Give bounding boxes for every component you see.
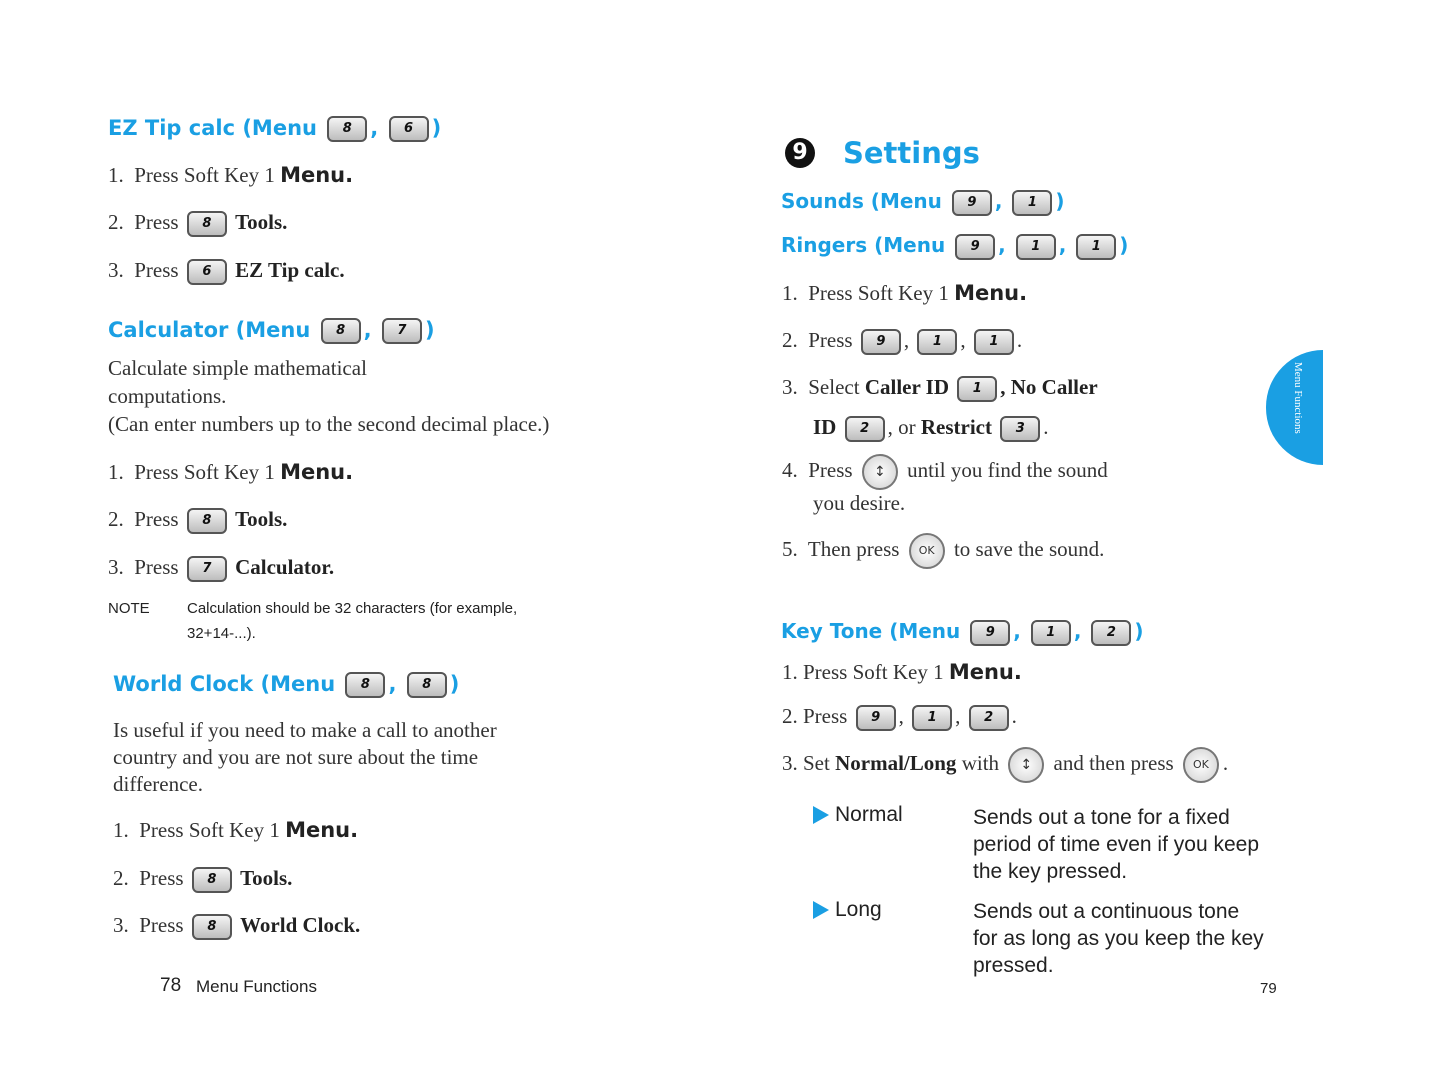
left-page-number: 78 (160, 975, 182, 996)
key-6: 6 (389, 116, 429, 142)
triangle-bullet-icon (813, 806, 829, 824)
key-6: 6 (187, 259, 227, 285)
calculator-desc-2: computations. (108, 384, 227, 408)
ok-key-icon: OK (1183, 747, 1219, 783)
key-8: 8 (192, 914, 232, 940)
nav-key-icon: ↕ (862, 454, 898, 490)
keytone-heading: Key Tone (Menu 9 , 1 , 2 ) (781, 619, 1144, 646)
ringers-step-1: 1. Press Soft Key 1 Menu. (782, 281, 1028, 305)
world-clock-step-1: 1. Press Soft Key 1 Menu. (113, 818, 359, 842)
triangle-bullet-icon (813, 901, 829, 919)
world-clock-desc-1: Is useful if you need to make a call to another (113, 718, 497, 742)
calculator-step-2: 2. Press 8 Tools. (108, 507, 287, 534)
nav-key-icon: ↕ (1008, 747, 1044, 783)
key-1: 1 (1016, 234, 1056, 260)
ringers-step-4-cont: you desire. (813, 491, 906, 515)
key-2: 2 (969, 705, 1009, 731)
key-1: 1 (974, 329, 1014, 355)
key-7: 7 (187, 556, 227, 582)
world-clock-heading: World Clock (Menu 8 , 8 ) (113, 672, 460, 696)
key-3: 3 (1000, 416, 1040, 442)
option-long-label: Long (813, 898, 882, 922)
ringers-step-4: 4. Press ↕ until you find the sound (782, 454, 1108, 490)
ok-key-icon: OK (909, 533, 945, 569)
world-clock-step-2: 2. Press 8 Tools. (113, 866, 292, 893)
ez-tip-step-1: 1. Press Soft Key 1 Menu. (108, 163, 354, 187)
settings-number-badge: 9 (785, 138, 815, 168)
key-9: 9 (955, 234, 995, 260)
ringers-step-2: 2. Press 9 , 1 , 1 . (782, 328, 1022, 355)
settings-title: Settings (843, 136, 980, 170)
calculator-desc-1: Calculate simple mathematical (108, 356, 367, 380)
keytone-step-1: 1. Press Soft Key 1 Menu. (782, 660, 1022, 684)
ez-tip-step-2: 2. Press 8 Tools. (108, 210, 287, 237)
key-8: 8 (345, 672, 385, 698)
ringers-step-3-cont: ID 2 , or Restrict 3 . (813, 415, 1048, 442)
note-text-1: Calculation should be 32 characters (for example, (187, 600, 518, 617)
key-9: 9 (861, 329, 901, 355)
key-8: 8 (192, 867, 232, 893)
option-normal-desc: Sends out a tone for a fixed period of time even if you keep the key pressed. (973, 806, 1260, 883)
key-9: 9 (970, 620, 1010, 646)
key-9: 9 (952, 190, 992, 216)
ringers-heading: Ringers (Menu 9 , 1 , 1 ) (781, 233, 1128, 260)
note-text-2: 32+14-...). (187, 625, 256, 642)
key-8: 8 (407, 672, 447, 698)
key-8: 8 (327, 116, 367, 142)
calculator-heading: Calculator (Menu 8 , 7 ) (108, 318, 435, 342)
key-9: 9 (856, 705, 896, 731)
keytone-step-2: 2. Press 9 , 1 , 2 . (782, 704, 1017, 731)
key-8: 8 (187, 211, 227, 237)
ez-tip-heading: EZ Tip calc (Menu 8 , 6 ) (108, 116, 442, 140)
world-clock-desc-2: country and you are not sure about the time (113, 745, 479, 769)
note-label: NOTE (108, 600, 150, 617)
key-1: 1 (917, 329, 957, 355)
left-footer-title: Menu Functions (196, 977, 317, 996)
world-clock-step-3: 3. Press 8 World Clock. (113, 913, 360, 940)
ringers-step-3: 3. Select Caller ID 1 , No Caller (782, 375, 1098, 402)
ez-tip-step-3: 3. Press 6 EZ Tip calc. (108, 258, 345, 285)
key-8: 8 (321, 318, 361, 344)
keytone-step-3: 3. Set Normal/Long with ↕ and then press OK . (782, 747, 1228, 783)
calculator-desc-3: (Can enter numbers up to the second decimal place.) (108, 412, 550, 436)
section-tab-label: Menu Functions (1292, 362, 1304, 434)
key-8: 8 (187, 508, 227, 534)
key-1: 1 (1031, 620, 1071, 646)
right-page-number: 79 (1260, 980, 1277, 997)
calculator-step-1: 1. Press Soft Key 1 Menu. (108, 460, 354, 484)
key-1: 1 (957, 376, 997, 402)
key-2: 2 (845, 416, 885, 442)
sounds-heading: Sounds (Menu 9 , 1 ) (781, 189, 1065, 216)
calculator-step-3: 3. Press 7 Calculator. (108, 555, 334, 582)
key-2: 2 (1091, 620, 1131, 646)
key-1: 1 (1076, 234, 1116, 260)
key-1: 1 (1012, 190, 1052, 216)
key-7: 7 (382, 318, 422, 344)
key-1: 1 (912, 705, 952, 731)
option-normal-label: Normal (813, 803, 903, 827)
ringers-step-5: 5. Then press OK to save the sound. (782, 533, 1104, 569)
option-long-desc: Sends out a continuous tone for as long as you keep the key pressed. (973, 900, 1264, 977)
world-clock-desc-3: difference. (113, 772, 203, 796)
